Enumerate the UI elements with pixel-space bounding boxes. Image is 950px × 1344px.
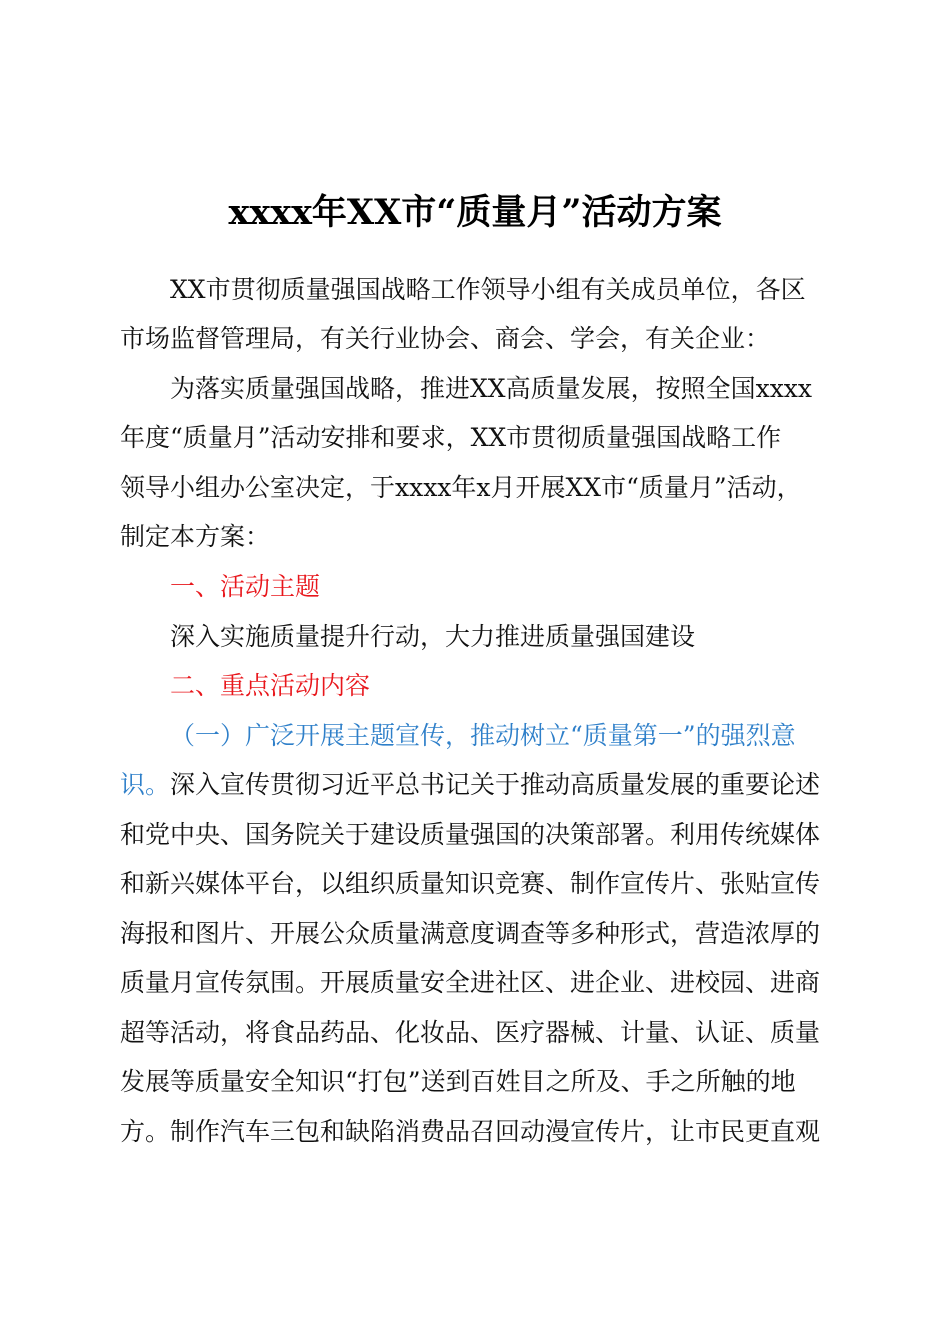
subsection1-body: 海报和图片、开展公众质量满意度调查等多种形式，营造浓厚的 [120, 919, 821, 948]
document-title: xxxx年XX市“质量月”活动方案 [228, 192, 722, 233]
intro-text: 制定本方案： [120, 522, 271, 551]
salutation-line [0, 265, 950, 315]
section1-body: 深入实施质量提升行动，大力推进质量强国建设 [170, 622, 696, 651]
subsection1-body: 和新兴媒体平台，以组织质量知识竞赛、制作宣传片、张贴宣传 [120, 869, 821, 898]
subsection1-body: 发展等质量安全知识“打包”送到百姓目之所及、手之所触的地 [120, 1067, 796, 1096]
section1-heading: 一、活动主题 [170, 572, 321, 601]
subsection1-body: 和党中央、国务院关于建设质量强国的决策部署。利用传统媒体 [120, 820, 821, 849]
subsection-body-line [0, 1057, 950, 1107]
section1-body-line [0, 612, 950, 662]
subsection-heading-line [0, 711, 950, 761]
intro-line [0, 364, 950, 414]
intro-line [0, 512, 950, 562]
salutation-text: 市场监督管理局，有关行业协会、商会、学会，有关企业： [120, 324, 771, 353]
salutation-line [0, 314, 950, 364]
section-heading-line [0, 661, 950, 711]
subsection-body-line [0, 1107, 950, 1157]
intro-text: 年度“质量月”活动安排和要求，XX市贯彻质量强国战略工作 [120, 423, 782, 452]
subsection-body-line [0, 909, 950, 959]
subsection1-heading-cont: 识。 [120, 770, 171, 799]
intro-text: 为落实质量强国战略，推进XX高质量发展，按照全国xxxx [170, 374, 812, 403]
subsection-body-line [0, 760, 950, 810]
subsection1-body: 方。制作汽车三包和缺陷消费品召回动漫宣传片，让市民更直观 [120, 1117, 821, 1146]
intro-line [0, 463, 950, 513]
intro-text: 领导小组办公室决定，于xxxx年x月开展XX市“质量月”活动， [120, 473, 802, 502]
subsection1-body: 质量月宣传氛围。开展质量安全进社区、进企业、进校园、进商 [120, 968, 821, 997]
section-heading-line [0, 562, 950, 612]
subsection-body-line [0, 859, 950, 909]
subsection1-body: 深入宣传贯彻习近平总书记关于推动高质量发展的重要论述 [170, 770, 821, 799]
intro-line [0, 413, 950, 463]
subsection1-heading: （一）广泛开展主题宣传，推动树立“质量第一”的强烈意 [170, 721, 796, 750]
subsection-body-line [0, 1008, 950, 1058]
subsection-body-line [0, 810, 950, 860]
subsection1-body: 超等活动，将食品药品、化妆品、医疗器械、计量、认证、质量 [120, 1018, 821, 1047]
salutation-text: XX市贯彻质量强国战略工作领导小组有关成员单位，各区 [170, 275, 806, 304]
section2-heading: 二、重点活动内容 [170, 671, 371, 700]
subsection-body-line [0, 958, 950, 1008]
